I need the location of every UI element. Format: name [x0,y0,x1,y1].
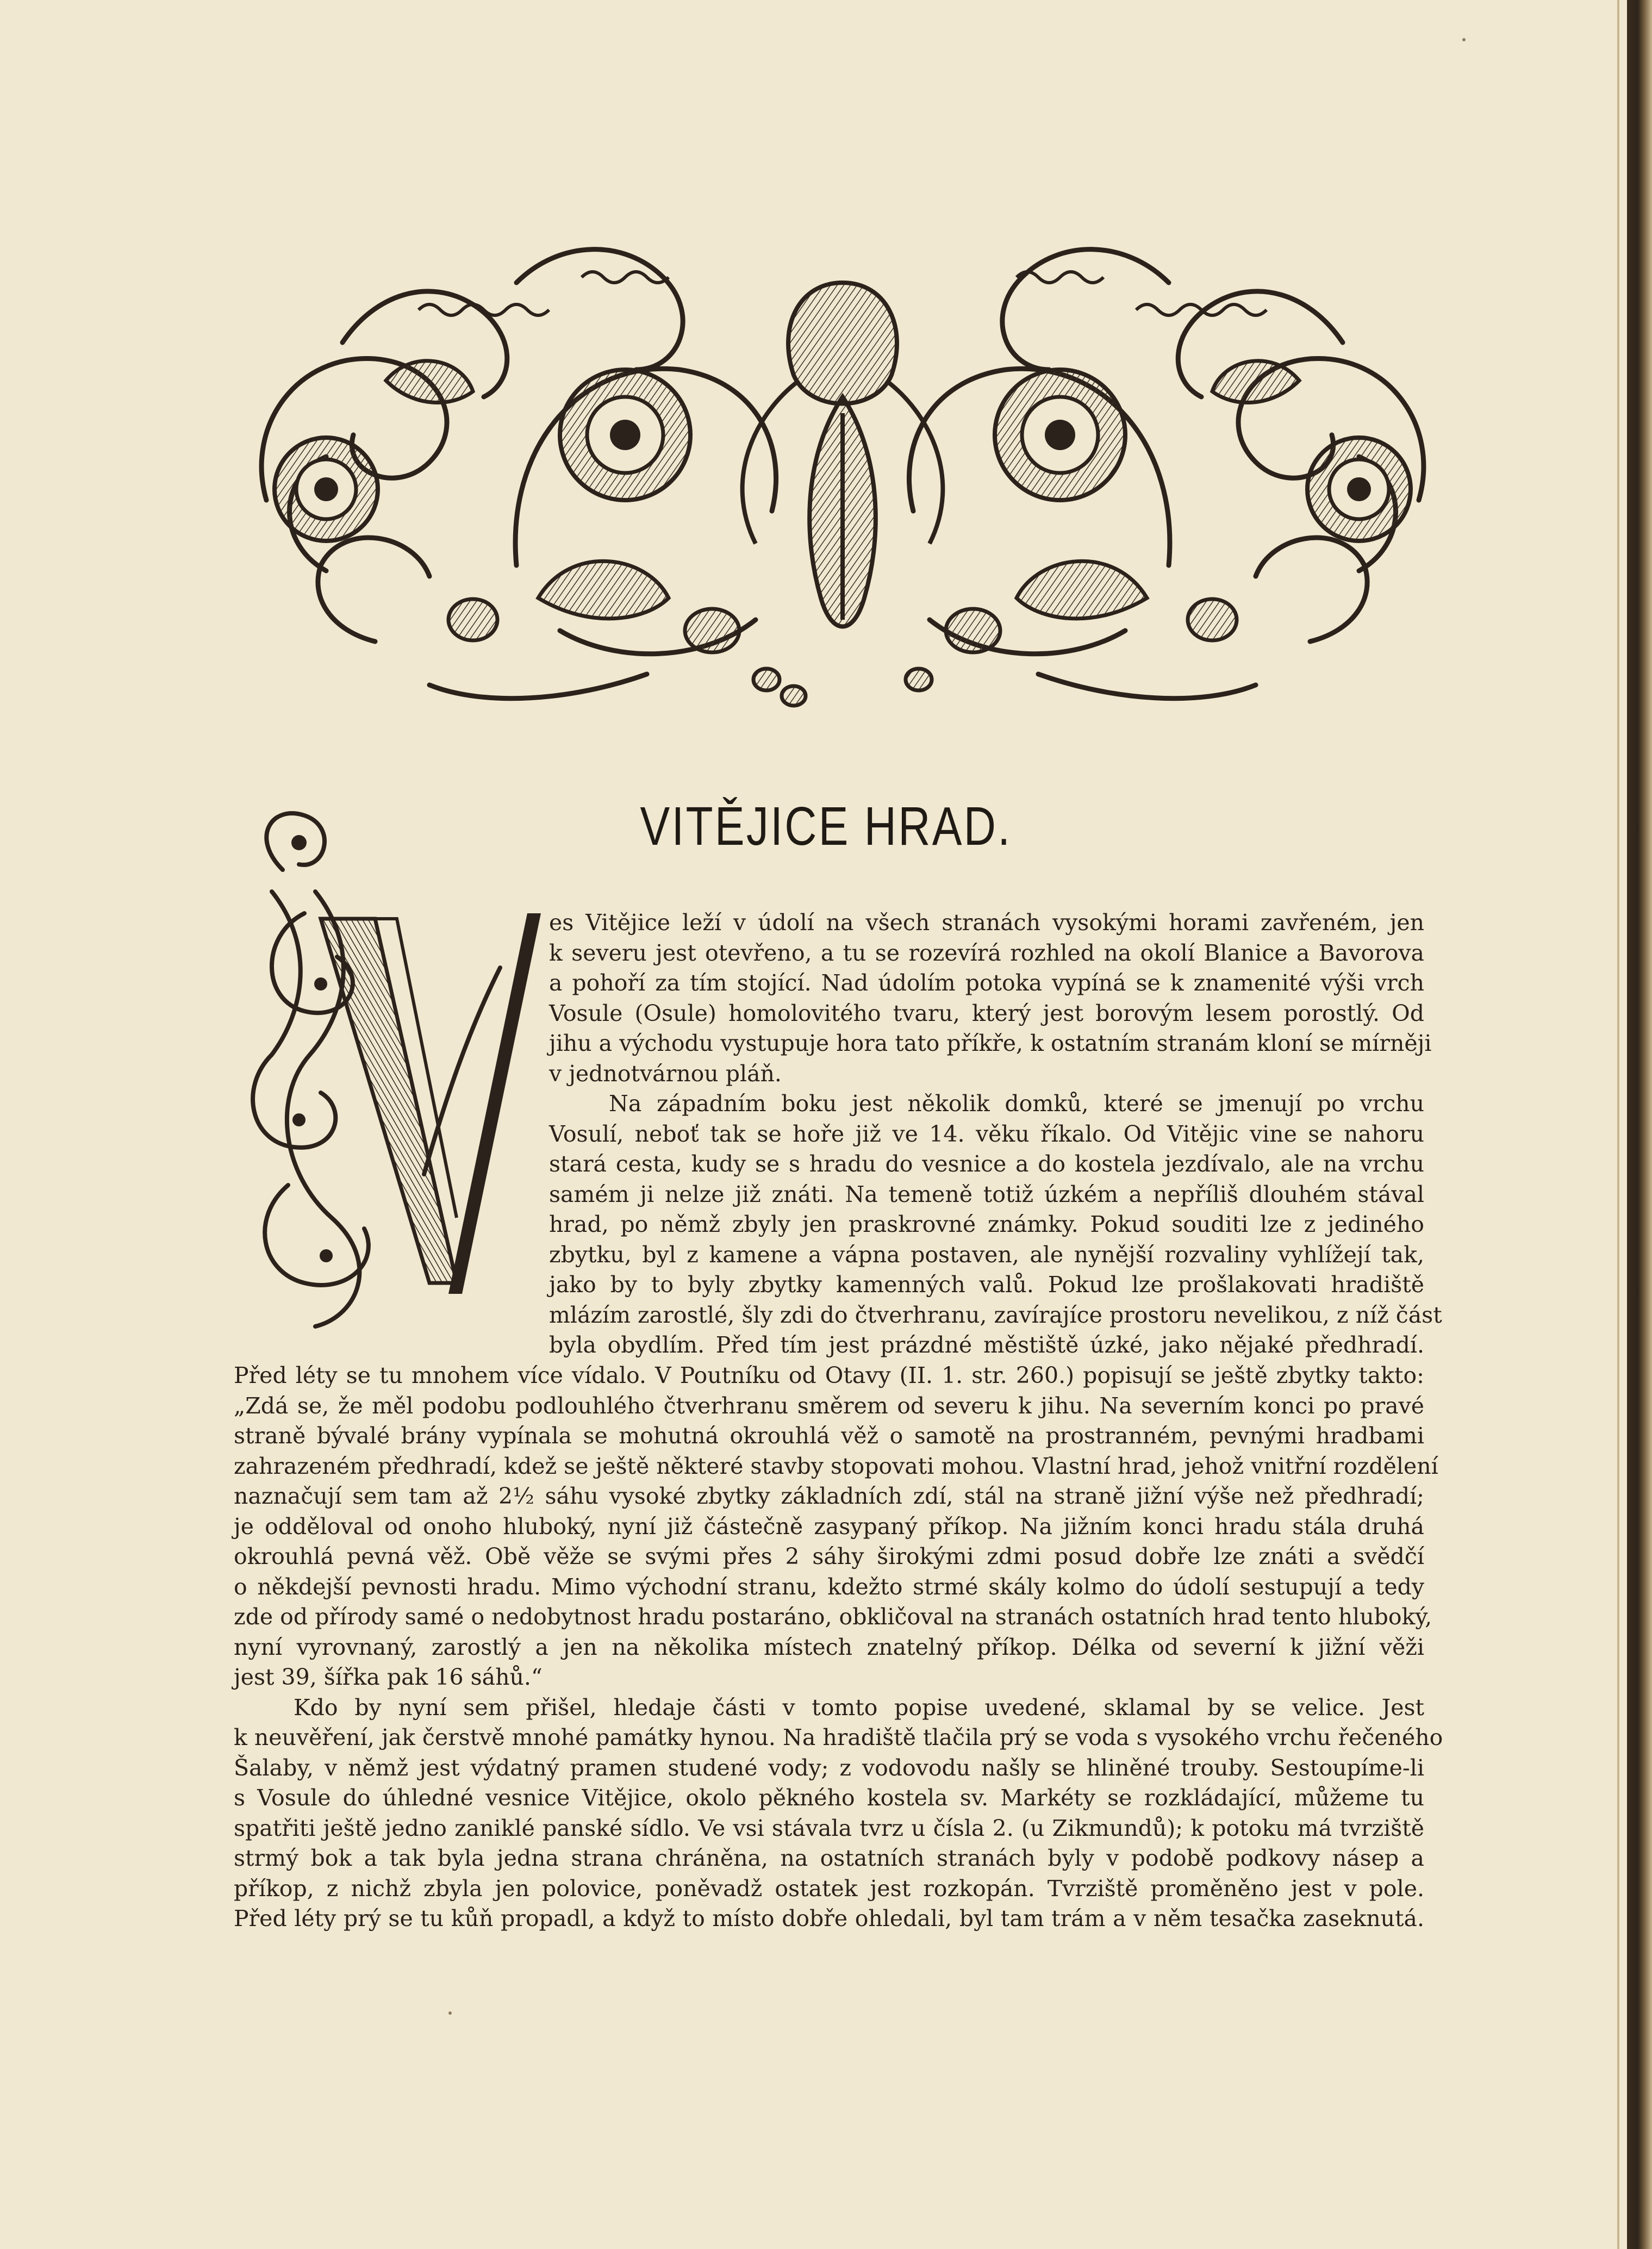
narrow-text-column [549,908,1442,1361]
text-line: nyní vyrovnaný, zarostlý a jen na několika místech znatelný příkop. Délka od severní k jižní věži [234,1634,1424,1660]
text-line: spatřiti ještě jedno zaniklé panské sídlo. Ve vsi stávala tvrz u čísla 2. (u Zikmundů); k potoku má tvrziště [234,1815,1424,1841]
text-line: es Vitějice leží v údolí na všech stranách vysokými horami zavřeném, jen [549,909,1424,936]
text-line: zahrazeném předhradí, kdež se ještě některé stavby stopovati mohou. Vlastní hrad, jehož vnitřní rozdělení [234,1453,1438,1479]
text-line: „Zdá se, že měl podobu podlouhlého čtverhranu směrem od severu k jihu. Na severním konci po pravé [234,1392,1424,1419]
text-line: byla obydlím. Před tím jest prázdné městiště úzké, jako nějaké předhradí. [549,1332,1424,1358]
text-line: zbytku, byl z kamene a vápna postaven, ale nynější rozvaliny vyhlížejí tak, [549,1241,1424,1268]
text-line: Kdo by nyní sem přišel, hledaje části v tomto popise uvedené, sklamal by se velice. Jest [294,1694,1424,1721]
text-line: Vosulí, neboť tak se hoře již ve 14. věku říkalo. Od Vitějic vine se nahoru [549,1120,1424,1147]
text-line: okrouhlá pevná věž. Obě věže se svými přes 2 sáhy širokými zdmi posud dobře lze znáti a svědčí [234,1543,1424,1569]
text-line: a pohoří za tím stojící. Nad údolím potoka vypíná se k znamenité výši vrch [549,970,1424,996]
text-line: v jednotvárnou pláň. [549,1060,782,1087]
text-line: naznačují sem tam až 2½ sáhu vysoké zbytky základních zdí, stál na straně jižní výše než předhradí; [234,1483,1424,1509]
text-line: Šalaby, v němž jest výdatný pramen studené vody; z vodovodu našly se hliněné trouby. Sestoupíme-li [234,1754,1424,1781]
text-line: je odděloval od onoho hluboký, nyní již částečně zasypaný příkop. Na jižním konci hradu stála druhá [234,1513,1424,1540]
text-line: jihu a východu vystupuje hora tato příkře, k ostatním stranám kloní se mírněji [549,1030,1432,1056]
text-line: stará cesta, kudy se s hradu do vesnice a do kostela jezdívalo, ale na vrchu [549,1151,1424,1177]
paper-speck [448,2011,452,2015]
text-line: k severu jest otevřeno, a tu se rozevírá rozhled na okolí Blanice a Bavorova [549,939,1424,966]
text-line: Před léty se tu mnohem více vídalo. V Poutníku od Otavy (II. 1. str. 260.) popisují se ještě zbytky takto: [234,1362,1424,1388]
text-line: hrad, po němž zbyly jen praskrovné známky. Pokud souditi lze z jediného [549,1211,1424,1237]
text-line: zde od přírody samé o nedobytnost hradu postaráno, obkličoval na stranách ostatních hrad tento hluboký, [234,1604,1432,1630]
book-spine-edge [1627,0,1652,2249]
decorative-initial-v [239,805,544,1348]
text-line: straně bývalé brány vypínala se mohutná okrouhlá věž o samotě na prostranném, pevnými hradbami [234,1423,1424,1449]
text-line: příkop, z nichž zbyla jen polovice, poněvadž ostatek jest rozkopán. Tvrziště proměněno jest v pole. [234,1875,1424,1902]
text-line: Na západním boku jest několik domků, které se jmenují po vrchu [609,1091,1424,1117]
page-edge-line [1617,0,1619,2249]
text-line: jako by to byly zbytky kamenných valů. Pokud lze prošlakovati hradiště [549,1272,1424,1298]
text-line: jest 39, šířka pak 16 sáhů.“ [234,1664,543,1690]
chapter-title: VITĚJICE HRAD. [640,796,1012,857]
text-line: k neuvěření, jak čerstvě mnohé památky hynou. Na hradiště tlačila prý se voda s vysokého vrchu řečeného [234,1724,1443,1750]
text-line: Před léty prý se tu kůň propadl, a když to místo dobře ohledali, byl tam trám a v něm tesačka zaseknutá. [234,1905,1424,1932]
text-line: strmý bok a tak byla jedna strana chráněna, na ostatních stranách byly v podobě podkovy násep a [234,1845,1424,1871]
text-line: Vosule (Osule) homolovitého tvaru, který jest borovým lesem porostlý. Od [549,1000,1424,1026]
headpiece-ornament-image [234,217,1451,728]
text-line: mlázím zarostlé, šly zdi do čtverhranu, zavírajíce prostoru nevelikou, z níž část [549,1301,1442,1328]
text-line: o někdejší pevnosti hradu. Mimo východní stranu, kdežto strmé skály kolmo do údolí sestupují a tedy [234,1573,1424,1600]
main-text-column [234,1361,1443,1934]
text-line: s Vosule do úhledné vesnice Vitějice, okolo pěkného kostela sv. Markéty se rozkládající, můžeme tu [234,1785,1424,1811]
paper-speck [1462,38,1466,41]
text-line: samém ji nelze již znáti. Na temeně totiž úzkém a nepříliš dlouhém stával [549,1181,1424,1207]
